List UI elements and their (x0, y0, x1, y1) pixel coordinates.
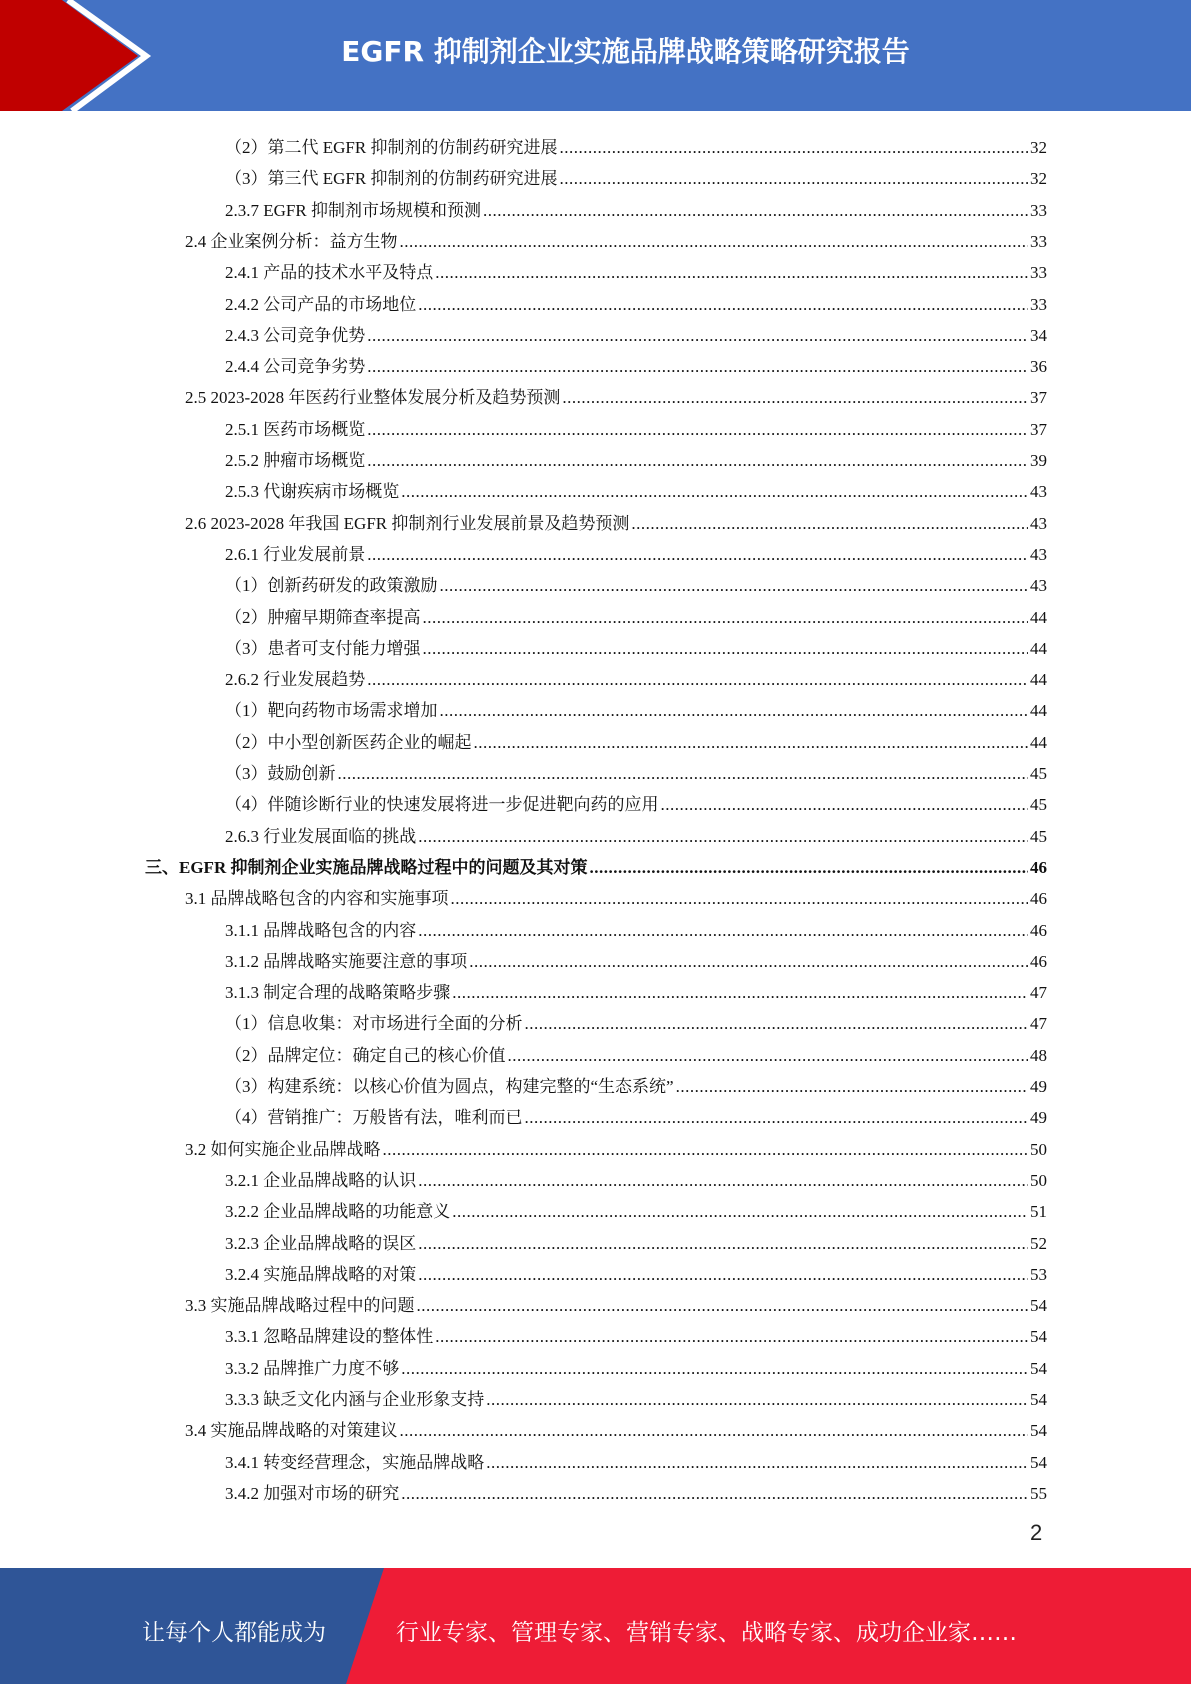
toc-entry-page: 43 (1030, 513, 1047, 533)
dot-leader (483, 201, 1028, 221)
toc-entry[interactable] (225, 693, 1047, 721)
toc-entry-label: 2.6.1 行业发展前景 (225, 544, 366, 564)
dot-leader (508, 1046, 1029, 1066)
toc-entry[interactable] (225, 1445, 1047, 1473)
toc-entry[interactable] (225, 255, 1047, 283)
toc-entry-label: （2）中小型创新医药企业的崛起 (225, 732, 472, 752)
dot-leader (423, 639, 1029, 659)
toc-entry-label: 2.5 2023-2028 年医药行业整体发展分析及趋势预测 (185, 388, 561, 408)
toc-entry-label: 2.6.3 行业发展面临的挑战 (225, 826, 417, 846)
dot-leader (559, 169, 1028, 189)
toc-entry-page: 37 (1030, 388, 1047, 408)
dot-leader (367, 670, 1028, 690)
dot-leader (418, 1234, 1028, 1254)
toc-entry-label: （1）信息收集：对市场进行全面的分析 (225, 1014, 523, 1034)
toc-entry-page: 48 (1030, 1045, 1047, 1065)
page-footer (0, 1568, 1191, 1684)
toc-entry[interactable] (225, 161, 1047, 189)
page-header (0, 0, 1191, 111)
toc-entry[interactable] (225, 1226, 1047, 1254)
toc-entry-label: 3.4.1 转变经营理念，实施品牌战略 (225, 1452, 485, 1472)
toc-entry-page: 46 (1030, 951, 1047, 971)
toc-entry-label: 3.1.3 制定合理的战略策略步骤 (225, 983, 451, 1003)
dot-leader (367, 357, 1028, 377)
dot-leader (418, 827, 1028, 847)
toc-entry[interactable] (225, 130, 1047, 158)
toc-entry-page: 44 (1030, 607, 1047, 627)
toc-entry[interactable] (185, 224, 1047, 252)
toc-entry-label: 3.4.2 加强对市场的研究 (225, 1483, 400, 1503)
toc-entry[interactable] (185, 380, 1047, 408)
dot-leader (452, 1202, 1028, 1222)
toc-entry-page: 54 (1030, 1390, 1047, 1409)
dot-leader (474, 733, 1029, 753)
toc-entry-page: 50 (1030, 1139, 1047, 1159)
dot-leader (469, 952, 1028, 972)
dot-leader (661, 795, 1029, 815)
toc-entry[interactable] (185, 1288, 1047, 1316)
toc-entry[interactable] (145, 850, 1047, 878)
dot-leader (418, 295, 1028, 315)
toc-entry-page: 32 (1030, 169, 1047, 189)
dot-leader (401, 482, 1028, 502)
dot-leader (589, 858, 1028, 878)
dot-leader (401, 1359, 1028, 1379)
toc-entry-page: 44 (1030, 670, 1047, 690)
toc-entry-label: 2.5.2 肿瘤市场概览 (225, 451, 366, 470)
dot-leader (418, 1171, 1028, 1191)
toc-entry-page: 37 (1030, 419, 1047, 439)
dot-leader (400, 232, 1029, 252)
toc-entry[interactable] (225, 193, 1047, 221)
dot-leader (383, 1140, 1029, 1160)
toc-entry-label: （2）肿瘤早期筛查率提高 (225, 607, 421, 627)
toc-entry[interactable] (225, 975, 1047, 1003)
toc-entry[interactable] (225, 1006, 1047, 1034)
toc-entry-page: 49 (1030, 1077, 1047, 1096)
dot-leader (367, 420, 1028, 440)
toc-entry-label: 3.2.4 实施品牌战略的对策 (225, 1264, 417, 1284)
dot-leader (676, 1077, 1028, 1097)
dot-leader (417, 1296, 1029, 1316)
dot-leader (440, 576, 1029, 596)
toc-entry-label: 2.6 2023-2028 年我国 EGFR 抑制剂行业发展前景及趋势预测 (185, 513, 630, 533)
toc-entry-label: （3）患者可支付能力增强 (225, 638, 421, 658)
dot-leader (486, 1453, 1028, 1473)
toc-entry-label: 2.4.1 产品的技术水平及特点 (225, 263, 434, 283)
toc-entry-label: 2.5.1 医药市场概览 (225, 419, 366, 439)
toc-entry[interactable] (225, 412, 1047, 440)
toc-entry[interactable] (225, 756, 1047, 784)
toc-entry-page: 45 (1030, 826, 1047, 846)
toc-entry[interactable] (225, 725, 1047, 753)
toc-entry[interactable] (225, 1163, 1047, 1191)
toc-entry-label: 3.2.1 企业品牌战略的认识 (225, 1170, 417, 1190)
toc-entry-page: 33 (1030, 294, 1047, 314)
toc-entry-label: （1）靶向药物市场需求增加 (225, 701, 438, 721)
toc-entry[interactable] (225, 631, 1047, 659)
toc-entry-page: 54 (1030, 1358, 1047, 1378)
dot-leader (525, 1108, 1029, 1128)
dot-leader (400, 1421, 1029, 1441)
toc-entry-page: 39 (1030, 451, 1047, 470)
toc-entry-page: 43 (1030, 482, 1047, 502)
dot-leader (418, 1265, 1028, 1285)
toc-entry-label: 2.4.2 公司产品的市场地位 (225, 294, 417, 314)
dot-leader (452, 983, 1028, 1003)
toc-entry-label: （3）构建系统：以核心价值为圆点，构建完整的“生态系统” (225, 1077, 674, 1096)
toc-entry-page: 44 (1030, 701, 1047, 721)
toc-entry-page: 33 (1030, 263, 1047, 283)
dot-leader (631, 514, 1028, 534)
dot-leader (435, 1327, 1028, 1347)
toc-entry-page: 36 (1030, 357, 1047, 377)
toc-entry[interactable] (225, 1476, 1047, 1504)
toc-entry-page: 44 (1030, 638, 1047, 658)
dot-leader (562, 388, 1028, 408)
toc-entry-page: 52 (1030, 1233, 1047, 1253)
toc-entry[interactable] (225, 568, 1047, 596)
toc-entry-label: 2.4 企业案例分析：益方生物 (185, 231, 398, 251)
dot-leader (338, 764, 1029, 784)
dot-leader (525, 1014, 1029, 1034)
page-number: 2 (1030, 1520, 1043, 1545)
toc-entry[interactable] (225, 1194, 1047, 1222)
toc-entry-page: 55 (1030, 1483, 1047, 1503)
dot-leader (418, 921, 1028, 941)
dot-leader (423, 608, 1029, 628)
toc-entry[interactable] (225, 944, 1047, 972)
report-title: EGFR 抑制剂企业实施品牌战略策略研究报告 (341, 35, 910, 68)
toc-entry-page: 47 (1030, 1014, 1047, 1034)
toc-entry-page: 43 (1030, 576, 1047, 596)
footer-slogan-left: 让每个人都能成为 (142, 1620, 326, 1646)
toc-entry-page: 54 (1030, 1421, 1047, 1441)
toc-entry[interactable] (225, 1069, 1047, 1097)
dot-leader (451, 889, 1029, 909)
toc-entry-label: （1）创新药研发的政策激励 (225, 576, 438, 596)
toc-entry[interactable] (225, 349, 1047, 377)
toc-entry-label: 2.4.3 公司竞争优势 (225, 325, 366, 345)
toc-entry-label: 3.3.1 忽略品牌建设的整体性 (225, 1327, 434, 1347)
toc-entry[interactable] (225, 819, 1047, 847)
toc-entry-page: 44 (1030, 732, 1047, 752)
toc-entry-page: 54 (1030, 1452, 1047, 1472)
toc-entry-page: 33 (1030, 200, 1047, 220)
toc-entry-label: 2.5.3 代谢疾病市场概览 (225, 482, 400, 502)
dot-leader (559, 138, 1028, 158)
toc-entry-page: 47 (1030, 983, 1047, 1003)
toc-entry[interactable] (225, 1257, 1047, 1285)
dot-leader (435, 263, 1028, 283)
toc-entry-label: 3.1 品牌战略包含的内容和实施事项 (185, 889, 449, 909)
toc-entry-label: 3.3.3 缺乏文化内涵与企业形象支持 (225, 1390, 485, 1409)
toc-entry-label: 3.1.2 品牌战略实施要注意的事项 (225, 951, 468, 971)
toc-entry-page: 49 (1030, 1108, 1047, 1128)
toc-entry-label: （3）第三代 EGFR 抑制剂的仿制药研究进展 (225, 169, 558, 189)
dot-leader (440, 701, 1029, 721)
toc-entry[interactable] (225, 1100, 1047, 1128)
toc-entry-label: 3.2 如何实施企业品牌战略 (185, 1139, 381, 1159)
toc-entry-page: 54 (1030, 1327, 1047, 1347)
toc-entry-label: （2）品牌定位：确定自己的核心价值 (225, 1045, 506, 1065)
toc-entry[interactable] (225, 443, 1047, 471)
toc-entry[interactable] (225, 662, 1047, 690)
toc-entry[interactable] (225, 1382, 1047, 1410)
toc-entry-label: （4）伴随诊断行业的快速发展将进一步促进靶向药的应用 (225, 795, 659, 815)
toc-entry-page: 53 (1030, 1264, 1047, 1284)
toc-entry[interactable] (225, 318, 1047, 346)
toc-entry-label: 3.4 实施品牌战略的对策建议 (185, 1421, 398, 1441)
dot-leader (367, 326, 1028, 346)
dot-leader (367, 451, 1028, 471)
toc-entry-label: （4）营销推广：万般皆有法，唯利而已 (225, 1108, 523, 1128)
toc-entry-page: 46 (1030, 920, 1047, 940)
toc-entry[interactable] (225, 913, 1047, 941)
toc-entry-label: 3.2.2 企业品牌战略的功能意义 (225, 1202, 451, 1222)
toc-entry-page: 46 (1030, 857, 1047, 877)
toc-entry-label: 3.3.2 品牌推广力度不够 (225, 1358, 400, 1378)
toc-entry-label: 三、EGFR 抑制剂企业实施品牌战略过程中的问题及其对策 (145, 857, 588, 877)
toc-entry[interactable] (225, 537, 1047, 565)
toc-entry-label: 2.6.2 行业发展趋势 (225, 670, 366, 690)
toc-entry-label: 2.3.7 EGFR 抑制剂市场规模和预测 (225, 200, 481, 220)
dot-leader (486, 1390, 1028, 1410)
toc-entry-page: 45 (1030, 764, 1047, 783)
toc-entry-label: （2）第二代 EGFR 抑制剂的仿制药研究进展 (225, 138, 558, 157)
toc-entry-label: 2.4.4 公司竞争劣势 (225, 357, 366, 377)
toc-entry[interactable] (225, 474, 1047, 502)
toc-entry-page: 50 (1030, 1170, 1047, 1190)
toc-entry-label: 3.1.1 品牌战略包含的内容 (225, 920, 417, 940)
toc-entry-page: 54 (1030, 1296, 1047, 1316)
toc-entry-page: 51 (1030, 1202, 1047, 1222)
toc-entry-page: 32 (1030, 138, 1047, 157)
toc-entry[interactable] (225, 1038, 1047, 1066)
dot-leader (401, 1484, 1028, 1504)
dot-leader (367, 545, 1028, 565)
toc-entry-page: 34 (1030, 325, 1047, 345)
toc-entry[interactable] (185, 506, 1047, 534)
toc-entry-page: 45 (1030, 795, 1047, 815)
toc-entry[interactable] (185, 881, 1047, 909)
toc-entry-page: 43 (1030, 544, 1047, 564)
toc-entry[interactable] (225, 787, 1047, 815)
toc-entry-label: 3.3 实施品牌战略过程中的问题 (185, 1296, 415, 1316)
toc-entry[interactable] (225, 600, 1047, 628)
toc-entry[interactable] (185, 1132, 1047, 1160)
toc-entry-page: 46 (1030, 889, 1047, 909)
toc-entry-page: 33 (1030, 231, 1047, 251)
toc-entry[interactable] (225, 1319, 1047, 1347)
toc-entry[interactable] (185, 1413, 1047, 1441)
footer-slogan-right: 行业专家、管理专家、营销专家、战略专家、成功企业家…… (396, 1620, 1017, 1646)
toc-entry[interactable] (225, 287, 1047, 315)
toc-entry[interactable] (225, 1351, 1047, 1379)
toc-entry-label: （3）鼓励创新 (225, 764, 336, 783)
toc-entry-label: 3.2.3 企业品牌战略的误区 (225, 1233, 417, 1253)
